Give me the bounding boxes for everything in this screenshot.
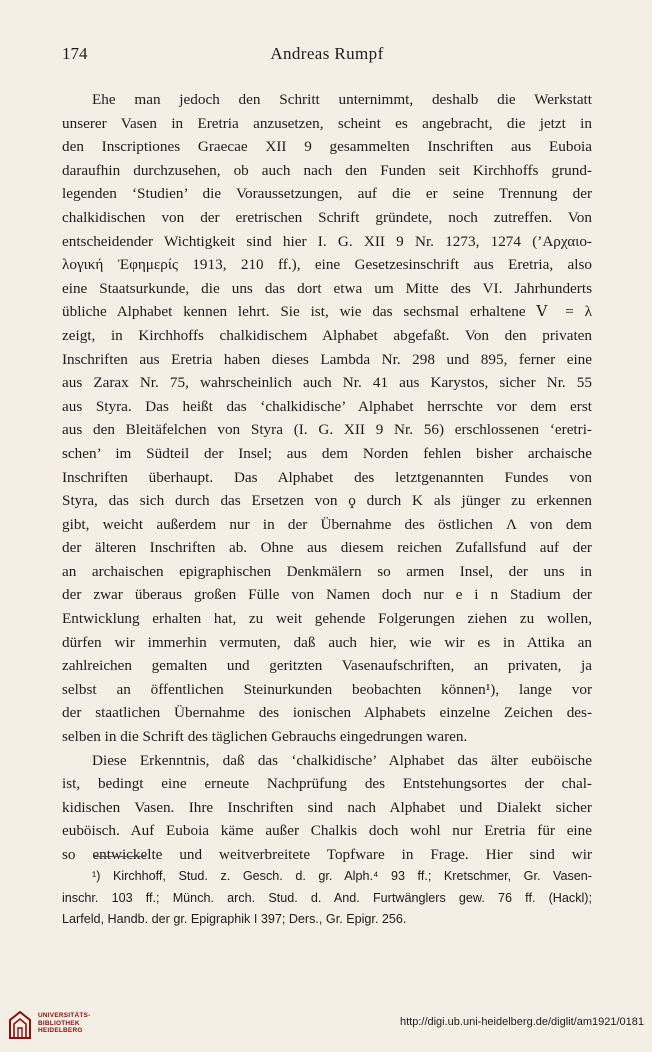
text-line: λογική Ἐφημερίς 1913, 210 ff.), eine Gesetzesinschrift aus Eretria, also — [62, 256, 592, 274]
text-line: Ehe man jedoch den Schritt unternimmt, deshalb die Werkstatt — [92, 91, 592, 108]
footnote-line: Larfeld, Handb. der gr. Epigraphik I 397; Ders., Gr. Epigr. 256. — [62, 912, 407, 927]
footnote-line: inschr. 103 ff.; Münch. arch. Stud. d. And. Furtwänglers gew. 76 ff. (Hackl); — [62, 890, 592, 905]
text-line: daraufhin durchzusehen, ob auch nach den Funden seit Kirchhoffs grund- — [62, 161, 592, 179]
text-line: entscheidender Wichtigkeit sind hier I. G. XII 9 Nr. 1273, 1274 (’Αρχαιο- — [62, 232, 592, 250]
text-line: aus den Bleitäfelchen von Styra (I. G. XII 9 Nr. 56) erschlossenen ‘eretri- — [62, 421, 592, 439]
text-line: legenden ‘Studien’ die Voraussetzungen, auf die er seine Trennung der — [62, 185, 592, 203]
logo-line: BIBLIOTHEK — [38, 1019, 80, 1027]
footnote — [62, 866, 592, 931]
text-line: eine Staatsurkunde, die uns das dort etwa um Mitte des VI. Jahrhunderts — [62, 279, 592, 297]
text-line: gibt, weicht außerdem nur in der Übernahme des östlichen Λ von dem — [62, 515, 592, 533]
text-line: zahlreichen gemalten und geritzten Vasenaufschriften, an privaten, ja — [62, 657, 592, 675]
library-logo[interactable] — [8, 1008, 108, 1048]
text-line: der zwar überaus großen Fülle von Namen doch nur e i n Stadium der — [62, 586, 592, 604]
page-header — [62, 44, 592, 68]
text-line: der älteren Inschriften ab. Ohne aus diesem reichen Zufallsfund auf der — [62, 539, 592, 557]
text-line: aus Styra. Das heißt das ‘chalkidische’ Alphabet herrschte vor dem erst — [62, 397, 592, 415]
text-line: selbst an öffentlichen Steinurkunden beobachten können¹), lange vor — [62, 680, 592, 698]
page-number: 174 — [62, 44, 88, 63]
text-line: unserer Vasen in Eretria anzusetzen, scheint es angebracht, die jetzt in — [62, 114, 592, 132]
text-line: Entwicklung erhalten hat, zu weit gehende Folgerungen ziehen zu wollen, — [62, 610, 592, 628]
logo-line: UNIVERSITÄTS- — [38, 1012, 91, 1019]
footnote-divider — [94, 856, 146, 857]
text-line: chalkidischen von der eretrischen Schrift gründete, noch zutreffen. Von — [62, 208, 592, 226]
text-line: der staatlichen Übernahme des ionischen Alphabets einzelne Zeichen des- — [62, 704, 592, 722]
text-line: den Inscriptiones Graecae XII 9 gesammelten Inschriften aus Euboia — [62, 138, 592, 156]
text-line: dürfen wir immerhin vermuten, daß auch hier, wie wir es in Attika an — [62, 633, 592, 651]
library-seal-icon — [8, 1010, 32, 1040]
text-line: übliche Alphabet kennen lehrt. Sie ist, wie das sechsmal erhaltene Ⅴ = λ — [62, 303, 592, 321]
text-line: an archaischen epigraphischen Denkmälern so armen Insel, der uns in — [62, 562, 592, 580]
text-line: ist, bedingt eine erneute Nachprüfung des Entstehungsortes der chal- — [62, 775, 592, 793]
text-line: schen’ im Südteil der Insel; aus dem Norden fehlen bisher archaische — [62, 444, 592, 462]
footnote-line: ¹) Kirchhoff, Stud. z. Gesch. d. gr. Alph.⁴ 93 ff.; Kretschmer, Gr. Vasen- — [92, 869, 592, 883]
logo-text — [38, 1012, 90, 1035]
text-line: Diese Erkenntnis, daß das ‘chalkidische’ Alphabet das älter euböische — [92, 751, 592, 769]
text-line: zeigt, in Kirchhoffs chalkidischem Alphabet abgefaßt. Von den privaten — [62, 326, 592, 344]
text-line: euböisch. Auf Euboia käme außer Chalkis doch wohl nur Eretria für eine — [62, 822, 592, 840]
body-text — [62, 88, 592, 867]
text-line: aus Zarax Nr. 75, wahrscheinlich auch Nr. 41 aus Karystos, sicher Nr. 55 — [62, 374, 592, 392]
text-line: Inschriften überhaupt. Das Alphabet des letztgenannten Fundes von — [62, 468, 592, 486]
logo-line: HEIDELBERG — [38, 1027, 83, 1035]
running-head: Andreas Rumpf — [270, 44, 384, 63]
source-url[interactable]: http://digi.ub.uni-heidelberg.de/diglit/am1921/0181 — [399, 1016, 644, 1028]
text-line: selben in die Schrift des täglichen Gebrauchs eingedrungen waren. — [62, 728, 468, 746]
text-line: so entwickelte und weitverbreitete Topfware in Frage. Hier sind wir — [62, 846, 592, 863]
text-line: Styra, das sich durch das Ersetzen von ϙ durch Κ als jünger zu erkennen — [62, 492, 592, 510]
text-line: kidischen Vasen. Ihre Inschriften sind nach Alphabet und Dialekt sicher — [62, 798, 592, 816]
text-line: Inschriften aus Eretria haben dieses Lambda Nr. 298 und 895, ferner eine — [62, 350, 592, 368]
